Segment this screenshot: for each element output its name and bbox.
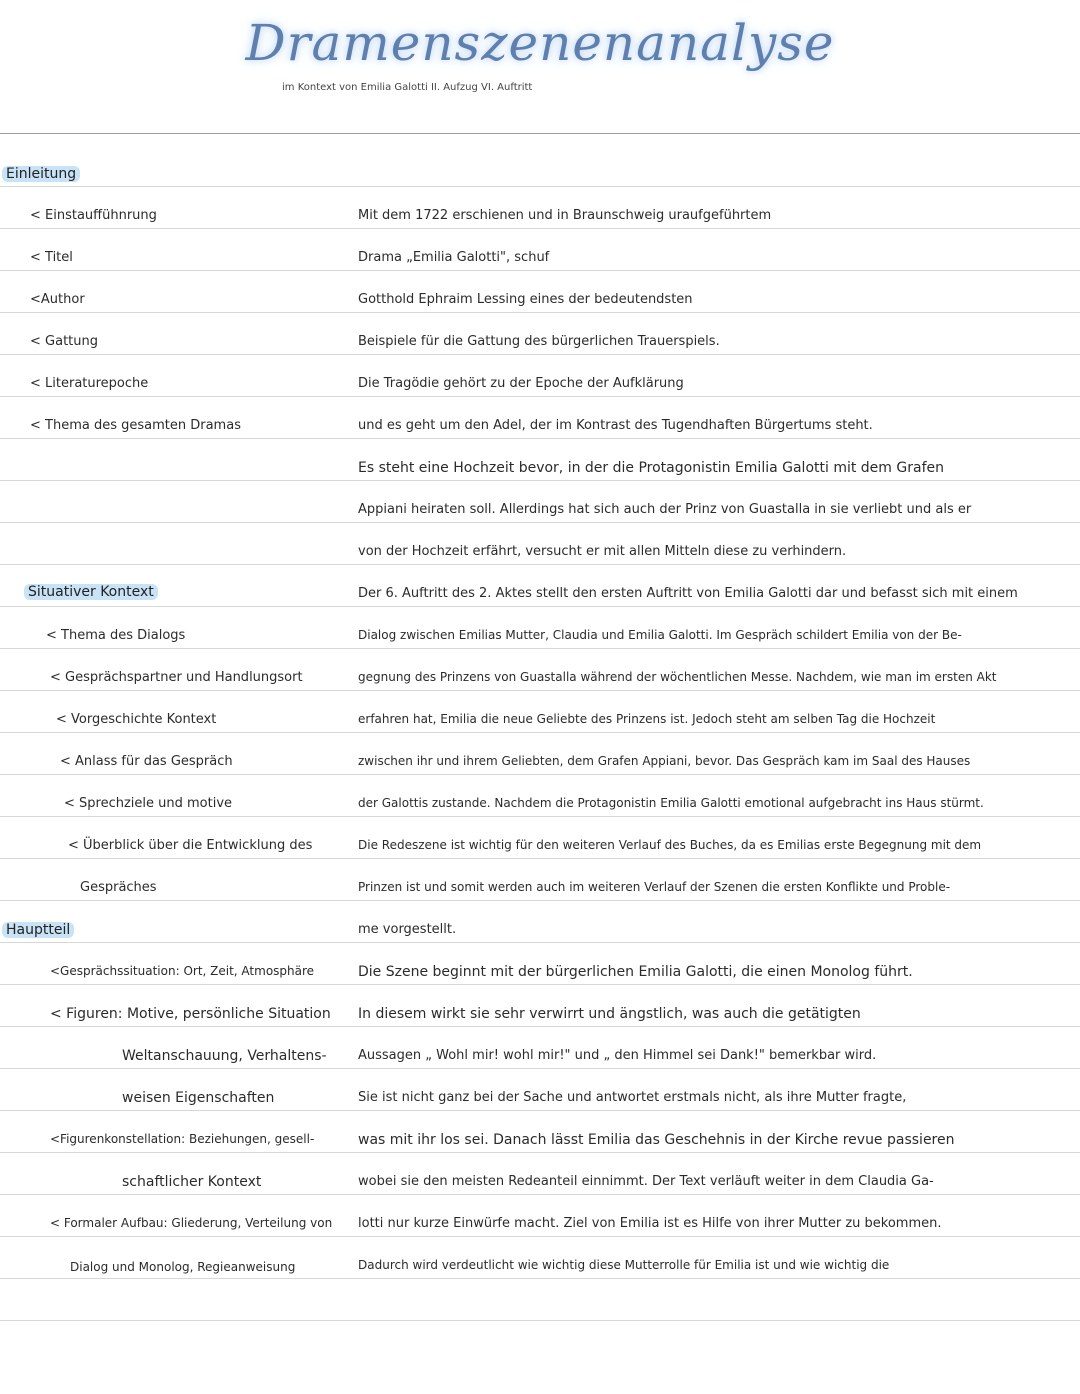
section-heading-einleitung: Einleitung xyxy=(2,166,80,182)
body-line: Es steht eine Hochzeit bevor, in der die Protagonistin Emilia Galotti mit dem Grafen xyxy=(358,460,944,476)
header-divider xyxy=(0,133,1080,134)
ruled-line xyxy=(0,354,1080,355)
body-line: Drama „Emilia Galotti", schuf xyxy=(358,250,550,265)
body-line: wobei sie den meisten Redeanteil einnimmt. Der Text verläuft weiter in dem Claudia Ga- xyxy=(358,1174,934,1189)
outline-item: < Thema des Dialogs xyxy=(46,628,186,643)
page-subtitle: im Kontext von Emilia Galotti II. Aufzug VI. Auftritt xyxy=(282,82,533,93)
ruled-line xyxy=(0,438,1080,439)
ruled-line xyxy=(0,564,1080,565)
outline-item: < Anlass für das Gespräch xyxy=(60,754,233,769)
ruled-line xyxy=(0,396,1080,397)
ruled-line xyxy=(0,858,1080,859)
body-line: Die Szene beginnt mit der bürgerlichen Emilia Galotti, die einen Monolog führt. xyxy=(358,964,913,980)
ruled-line xyxy=(0,606,1080,607)
outline-item: < Sprechziele und motive xyxy=(64,796,233,811)
body-line: Beispiele für die Gattung des bürgerlichen Trauerspiels. xyxy=(358,334,720,349)
ruled-line xyxy=(0,1152,1080,1153)
ruled-line xyxy=(0,774,1080,775)
body-line: von der Hochzeit erfährt, versucht er mit allen Mitteln diese zu verhindern. xyxy=(358,544,847,559)
body-line: Sie ist nicht ganz bei der Sache und antwortet erstmals nicht, als ihre Mutter fragte, xyxy=(358,1090,907,1105)
body-line: was mit ihr los sei. Danach lässt Emilia das Geschehnis in der Kirche revue passieren xyxy=(358,1132,955,1148)
body-line: me vorgestellt. xyxy=(358,922,457,937)
outline-item: < Gesprächspartner und Handlungsort xyxy=(50,670,303,685)
ruled-line xyxy=(0,648,1080,649)
body-line: Gotthold Ephraim Lessing eines der bedeutendsten xyxy=(358,292,693,307)
page-title: Dramenszenenanalyse xyxy=(245,14,835,72)
outline-item: < Thema des gesamten Dramas xyxy=(30,418,241,433)
body-line: Aussagen „ Wohl mir! wohl mir!" und „ den Himmel sei Dank!" bemerkbar wird. xyxy=(358,1048,877,1063)
outline-item: < Gattung xyxy=(30,334,98,349)
ruled-line xyxy=(0,1068,1080,1069)
ruled-line xyxy=(0,1236,1080,1237)
body-line: lotti nur kurze Einwürfe macht. Ziel von Emilia ist es Hilfe von ihrer Mutter zu bekommen. xyxy=(358,1216,942,1231)
body-line: Appiani heiraten soll. Allerdings hat sich auch der Prinz von Guastalla in sie verliebt und als er xyxy=(358,502,972,517)
body-line: erfahren hat, Emilia die neue Geliebte des Prinzens ist. Jedoch steht am selben Tag die Hochzeit xyxy=(358,712,936,726)
body-line: Dialog zwischen Emilias Mutter, Claudia und Emilia Galotti. Im Gespräch schildert Emilia von der Be- xyxy=(358,628,962,642)
ruled-line xyxy=(0,690,1080,691)
ruled-line xyxy=(0,1110,1080,1111)
outline-item: schaftlicher Kontext xyxy=(122,1174,262,1190)
ruled-line xyxy=(0,1278,1080,1279)
outline-item: < Überblick über die Entwicklung des xyxy=(68,838,313,853)
ruled-line xyxy=(0,186,1080,187)
outline-item: < Vorgeschichte Kontext xyxy=(56,712,217,727)
body-line: Die Redeszene ist wichtig für den weiteren Verlauf des Buches, da es Emilias erste Begegnung mit dem xyxy=(358,838,982,852)
ruled-line xyxy=(0,732,1080,733)
body-line: Prinzen ist und somit werden auch im weiteren Verlauf der Szenen die ersten Konflikte und Proble- xyxy=(358,880,951,894)
body-line: Mit dem 1722 erschienen und in Braunschweig uraufgeführtem xyxy=(358,208,772,223)
outline-item: Dialog und Monolog, Regieanweisung xyxy=(70,1260,296,1274)
outline-item: <Author xyxy=(30,292,85,307)
ruled-line xyxy=(0,1320,1080,1321)
outline-item: Gespräches xyxy=(80,880,157,895)
ruled-line xyxy=(0,480,1080,481)
outline-item: < Formaler Aufbau: Gliederung, Verteilung von xyxy=(50,1216,333,1230)
outline-item: < Figuren: Motive, persönliche Situation xyxy=(50,1006,331,1022)
ruled-line xyxy=(0,270,1080,271)
ruled-line xyxy=(0,816,1080,817)
outline-item: weisen Eigenschaften xyxy=(122,1090,275,1106)
body-line: der Galottis zustande. Nachdem die Protagonistin Emilia Galotti emotional aufgebracht ins Haus stürmt. xyxy=(358,796,984,810)
body-line: Die Tragödie gehört zu der Epoche der Aufklärung xyxy=(358,376,684,391)
outline-item: < Einstauffühnrung xyxy=(30,208,157,223)
outline-item: < Titel xyxy=(30,250,73,265)
outline-item: Weltanschauung, Verhaltens- xyxy=(122,1048,327,1064)
ruled-line xyxy=(0,228,1080,229)
ruled-line xyxy=(0,312,1080,313)
body-line: Dadurch wird verdeutlicht wie wichtig diese Mutterrolle für Emilia ist und wie wichtig die xyxy=(358,1258,890,1272)
outline-item: <Gesprächssituation: Ort, Zeit, Atmosphäre xyxy=(50,964,315,978)
ruled-line xyxy=(0,1026,1080,1027)
body-line: und es geht um den Adel, der im Kontrast des Tugendhaften Bürgertums steht. xyxy=(358,418,873,433)
body-line: In diesem wirkt sie sehr verwirrt und ängstlich, was auch die getätigten xyxy=(358,1006,861,1022)
section-heading-hauptteil: Hauptteil xyxy=(2,922,74,938)
outline-item: <Figurenkonstellation: Beziehungen, gesell- xyxy=(50,1132,315,1146)
outline-item: < Literaturepoche xyxy=(30,376,149,391)
section-heading-situativer-kontext: Situativer Kontext xyxy=(24,584,158,600)
ruled-line xyxy=(0,984,1080,985)
ruled-line xyxy=(0,1194,1080,1195)
body-line: Der 6. Auftritt des 2. Aktes stellt den ersten Auftritt von Emilia Galotti dar und befasst sich mit einem xyxy=(358,586,1018,601)
ruled-line xyxy=(0,942,1080,943)
ruled-line xyxy=(0,900,1080,901)
body-line: zwischen ihr und ihrem Geliebten, dem Grafen Appiani, bevor. Das Gespräch kam im Saal des Hauses xyxy=(358,754,971,768)
ruled-line xyxy=(0,522,1080,523)
body-line: gegnung des Prinzens von Guastalla während der wöchentlichen Messe. Nachdem, wie man im ersten Akt xyxy=(358,670,997,684)
